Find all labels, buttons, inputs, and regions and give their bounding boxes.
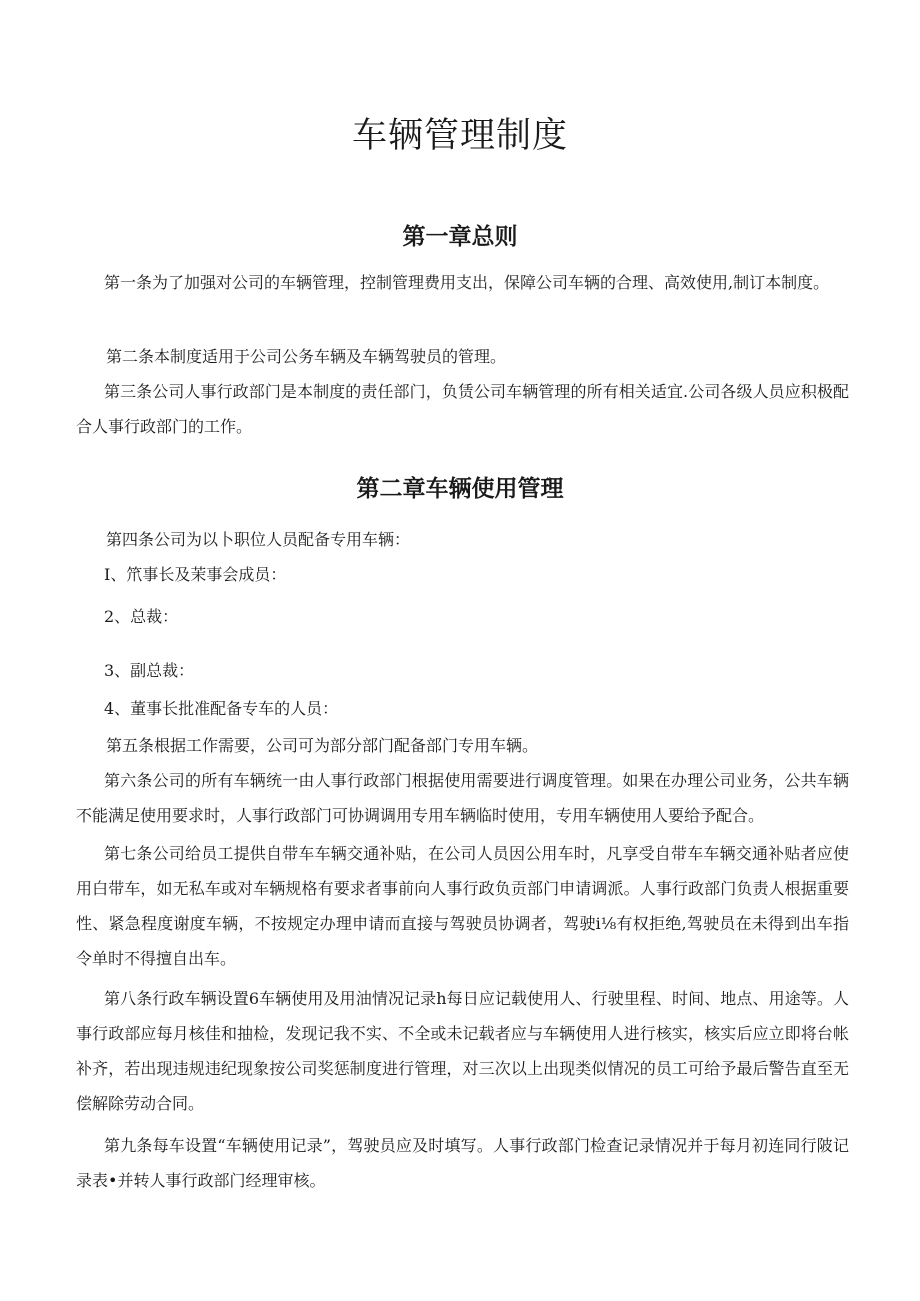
list-item-3: 3、副总裁： <box>104 661 195 680</box>
list-item-1: I、笊事长及茉事会成员： <box>104 565 287 584</box>
article-6: 第六条公司的所有车辆统一由人事行政部门根据使用需要进行调度管理。如果在办理公司业务，公共车辆不能满足使用要求时，人事行政部门可协调调用专用车辆临时使用，专用车辆使用人要给予配合。 <box>76 771 849 825</box>
list-item-2: 2、总裁： <box>104 607 179 626</box>
article-5: 第五条根据工作需要，公司可为部分部门配备部门专用车辆。 <box>106 736 539 755</box>
article-1: 第一条为了加强对公司的车辆管理，控制管理费用支出，保障公司车辆的合理、高效使用,制订本制度。 <box>104 273 830 292</box>
list-item-4: 4、董事长批准配备专车的人员： <box>104 699 339 718</box>
article-4: 第四条公司为以卜职位人员配备专用车辆： <box>106 530 411 549</box>
chapter-1-heading: 第一章总则 <box>402 224 518 250</box>
chapter-2-heading: 第二章车辆使用管理 <box>356 476 564 502</box>
article-2: 第二条本制度适用于公司公务车辆及车辆驾驶员的管理。 <box>106 347 507 366</box>
article-7: 第七条公司给员工提供自带车车辆交通补贴，在公司人员因公用车时，凡享受自带车车辆交通补贴者应使用白带车，如无私车或对车辆规格有要求者事前向人事行政负贡部门申请调派。人事行政部门负责人根据重要性、紧急程度谢度车辆，不按规定办理申请而直接与驾驶员协调者，驾驶i⅛有权拒绝,驾驶员在未得到出车指令单时不得擅自出车。 <box>76 844 849 968</box>
article-3: 第三条公司人事行政部门是本制度的责任部门，负赁公司车辆管理的所有相关适宜.公司各级人员应积极配合人事行政部门的工作。 <box>76 382 849 436</box>
article-8: 第八条行政车辆设置6车辆使用及用油情况记录h每日应记载使用人、行驶里程、时间、地点、用途等。人事行政部应每月核佳和抽检，发现记我不实、不全或未记载者应与车辆使用人进行核实，核实后应立即将台帐补齐，若出现违规违纪现象按公司奖惩制度进行管理，对三次以上出现类似情况的员工可给予最后警告直至无偿解除劳动合同。 <box>76 989 849 1113</box>
document-title: 车辆管理制度 <box>351 116 568 156</box>
article-9: 第九条每车设置“车辆使用记录”，驾驶员应及时填写。人事行政部门检查记录情况并于每月初连同行陂记录表•并转人事行政部门经理审核。 <box>76 1136 849 1190</box>
